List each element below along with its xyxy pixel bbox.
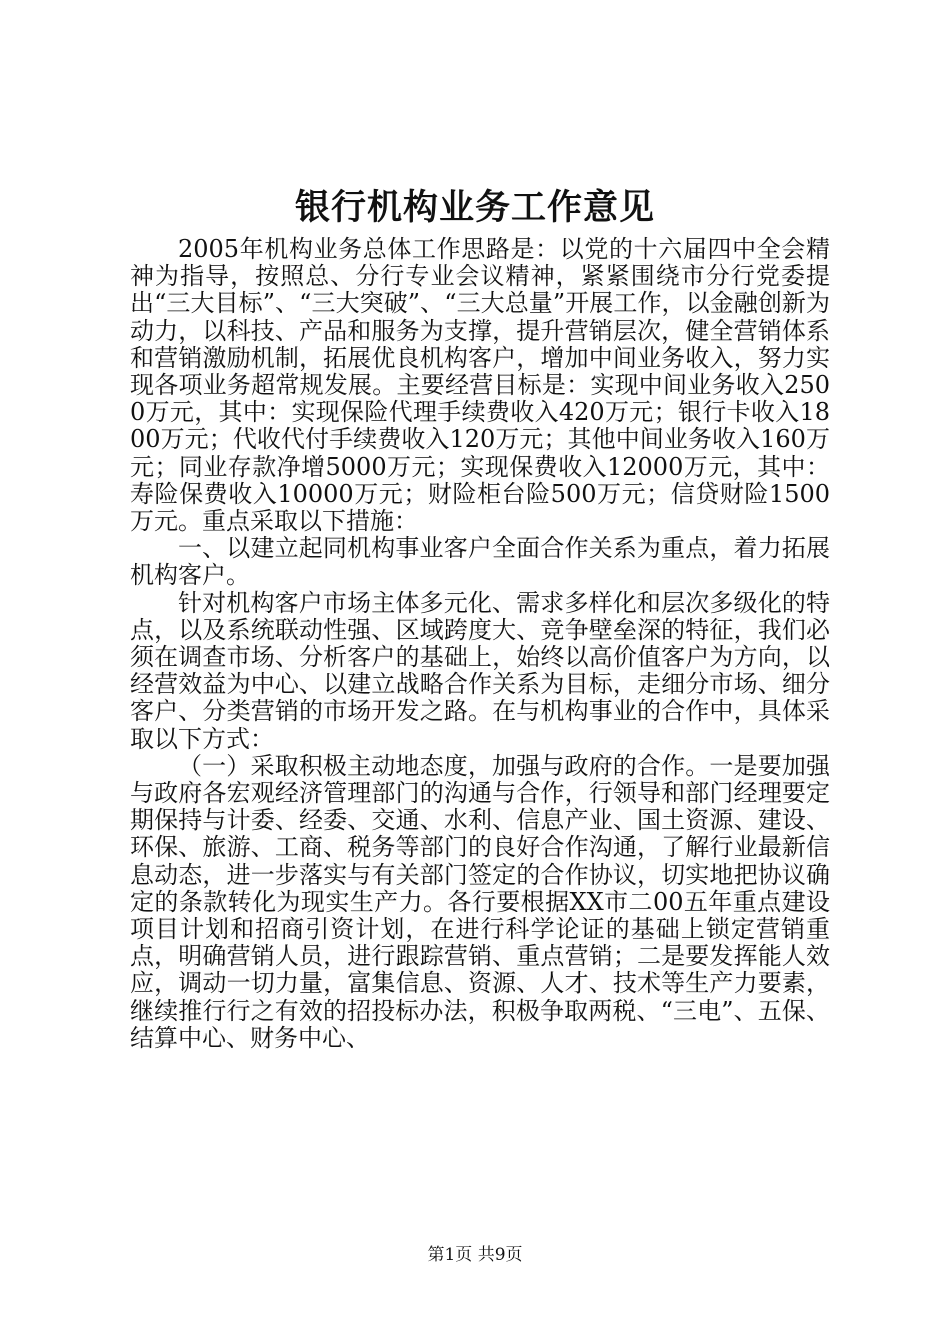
- document-body: [130, 236, 830, 1052]
- paragraph-overview: 2005年机构业务总体工作思路是：以党的十六届四中全会精神为指导，按照总、分行专业会议精神，紧紧围绕市分行党委提出“三大目标”、“三大突破”、“三大总量”开展工作，以金融创新为动力，以科技、产品和服务为支撑，提升营销层次，健全营销体系和营销激励机制，拓展优良机构客户，增加中间业务收入，努力实现各项业务超常规发展。主要经营目标是：实现中间业务收入2500万元，其中：实现保险代理手续费收入420万元；银行卡收入1800万元；代收代付手续费收入120万元；其他中间业务收入160万元；同业存款净增5000万元；实现保费收入12000万元，其中：寿险保费收入10000万元；财险柜台险500万元；信贷财险1500万元。重点采取以下措施：: [130, 235, 830, 536]
- paragraph-institution-clients: 针对机构客户市场主体多元化、需求多样化和层次多级化的特点，以及系统联动性强、区域跨度大、竞争壁垒深的特征，我们必须在调查市场、分析客户的基础上，始终以高价值客户为方向，以经营效益为中心、以建立战略合作关系为目标，走细分市场、细分客户、分类营销的市场开发之路。在与机构事业的合作中，具体采取以下方式：: [130, 588, 830, 753]
- page-footer: 第1页 共9页: [427, 1245, 523, 1265]
- paragraph-section-one-heading: 一、以建立起同机构事业客户全面合作关系为重点，着力拓展机构客户。: [130, 534, 830, 590]
- document-title: 银行机构业务工作意见: [294, 187, 655, 228]
- paragraph-government-cooperation: （一）采取积极主动地态度，加强与政府的合作。一是要加强与政府各宏观经济管理部门的沟通与合作，行领导和部门经理要定期保持与计委、经委、交通、水利、信息产业、国土资源、建设、环保、旅游、工商、税务等部门的良好合作沟通，了解行业最新信息动态，进一步落实与有关部门签定的合作协议，切实地把协议确定的条款转化为现实生产力。各行要根据XX市二00五年重点建设项目计划和招商引资计划，在进行科学论证的基础上锁定营销重点，明确营销人员，进行跟踪营销、重点营销；二是要发挥能人效应，调动一切力量，富集信息、资源、人才、技术等生产力要素，继续推行行之有效的招投标办法，积极争取两税、“三电”、五保、结算中心、财务中心、: [130, 751, 830, 1052]
